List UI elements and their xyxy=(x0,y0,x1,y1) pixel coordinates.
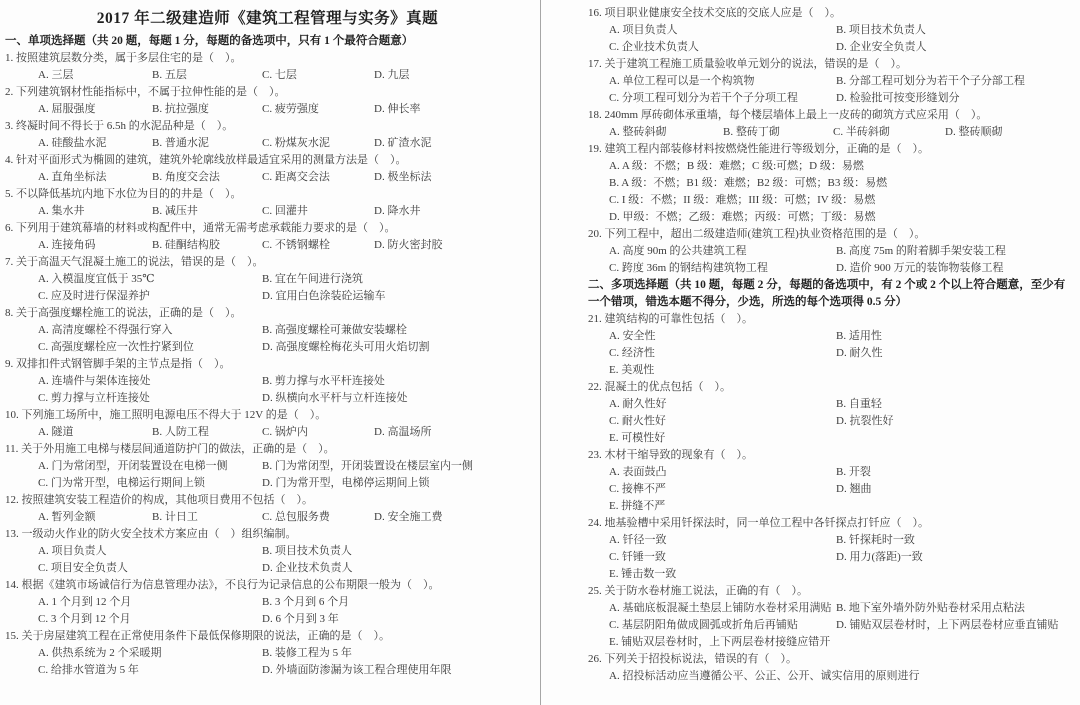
options xyxy=(588,243,1076,277)
option: D. 造价 900 万元的装饰物装修工程 xyxy=(836,262,1004,274)
options xyxy=(5,543,530,577)
option: C. 3 个月到 12 个月 xyxy=(38,613,131,625)
option: C. 剪力撑与立杆连接处 xyxy=(38,392,150,404)
option: A. 项目负责人 xyxy=(38,545,107,557)
option: A. 三层 xyxy=(38,69,74,81)
question xyxy=(588,447,1076,515)
question-stem: 15. 关于房屋建筑工程在正常使用条件下最低保修期限的说法，正确的是（ ）。 xyxy=(5,630,390,642)
question-stem: 26. 下列关于招投标说法，错误的有（ ）。 xyxy=(588,653,797,665)
option: B. 硅酮结构胶 xyxy=(152,239,220,251)
option: C. 接榫不严 xyxy=(609,483,666,495)
options xyxy=(588,158,1076,226)
option: A. 单位工程可以是一个构筑物 xyxy=(609,75,755,87)
option: C. I 级：不燃；II 级：难燃；III 级：可燃；IV 级：易燃 xyxy=(609,194,876,206)
option: C. 分项工程可划分为若干个子分项工程 xyxy=(609,92,798,104)
options xyxy=(5,458,530,492)
option: C. 七层 xyxy=(262,69,297,81)
option: B. 3 个月到 6 个月 xyxy=(262,596,350,608)
option: B. 开裂 xyxy=(836,466,871,478)
options xyxy=(5,203,530,220)
option: A. 隧道 xyxy=(38,426,74,438)
option: D. 降水井 xyxy=(374,205,421,217)
option: B. 门为常闭型，开闭装置设在楼层室内一侧 xyxy=(262,460,473,472)
option: A. 项目负责人 xyxy=(609,24,678,36)
option: C. 回灌井 xyxy=(262,205,308,217)
option: D. 耐久性 xyxy=(836,347,883,359)
option: B. 项目技术负责人 xyxy=(262,545,352,557)
question xyxy=(5,50,530,84)
options xyxy=(5,67,530,84)
option: D. 用力(落距)一致 xyxy=(836,551,923,563)
option: B. 装修工程为 5 年 xyxy=(262,647,352,659)
question-stem: 13. 一级动火作业的防火安全技术方案应由（ ）组织编制。 xyxy=(5,528,297,540)
option: C. 粉煤灰水泥 xyxy=(262,137,330,149)
option: C. 距离交会法 xyxy=(262,171,330,183)
option: B. 人防工程 xyxy=(152,426,209,438)
option: E. 拼缝不严 xyxy=(609,500,666,512)
option: D. 极坐标法 xyxy=(374,171,432,183)
option: B. 减压井 xyxy=(152,205,198,217)
option: C. 锅炉内 xyxy=(262,426,308,438)
options xyxy=(588,73,1076,107)
question xyxy=(588,583,1076,651)
option: D. 甲级：不燃；乙级：难燃；丙级：可燃；丁级：易燃 xyxy=(609,211,876,223)
option: E. 可模性好 xyxy=(609,432,666,444)
option: C. 钎锤一致 xyxy=(609,551,666,563)
option: A. 直角坐标法 xyxy=(38,171,107,183)
option: B. 分部工程可划分为若干个子分部工程 xyxy=(836,75,1025,87)
options xyxy=(5,322,530,356)
question xyxy=(5,220,530,254)
option: B. 高强度螺栓可兼做安装螺栓 xyxy=(262,324,407,336)
options xyxy=(588,532,1076,583)
option: C. 半砖斜砌 xyxy=(833,126,890,138)
options xyxy=(588,124,1076,141)
options xyxy=(5,373,530,407)
question xyxy=(588,141,1076,226)
options xyxy=(5,594,530,628)
question-stem: 18. 240mm 厚砖砌体承重墙，每个楼层墙体上最上一皮砖的砌筑方式应采用（ ）。 xyxy=(588,109,988,121)
question xyxy=(5,118,530,152)
option: A. 屈服强度 xyxy=(38,103,96,115)
option: A. 供热系统为 2 个采暖期 xyxy=(38,647,162,659)
option: B. 普通水泥 xyxy=(152,137,209,149)
option: D. 检验批可按变形缝划分 xyxy=(836,92,960,104)
right-column xyxy=(541,0,1080,705)
option: A. 表面鼓凸 xyxy=(609,466,667,478)
option: D. 企业安全负责人 xyxy=(836,41,927,53)
option: A. A 级：不燃；B 级：难燃；C 级:可燃；D 级：易燃 xyxy=(609,160,864,172)
option: B. 地下室外墙外防外贴卷材采用点粘法 xyxy=(836,602,1025,614)
option: B. A 级：不燃；B1 级：难燃；B2 级：可燃；B3 级：易燃 xyxy=(609,177,888,189)
option: D. 抗裂性好 xyxy=(836,415,894,427)
option: A. 招投标活动应当遵循公平、公正、公开、诚实信用的原则进行 xyxy=(609,670,920,682)
option: C. 耐火性好 xyxy=(609,415,666,427)
question xyxy=(5,152,530,186)
option: C. 应及时进行保湿养护 xyxy=(38,290,150,302)
page-title: 2017 年二级建造师《建筑工程管理与实务》真题 xyxy=(96,10,439,27)
option: A. 集水井 xyxy=(38,205,85,217)
option: B. 宜在午间进行浇筑 xyxy=(262,273,363,285)
option: B. 项目技术负责人 xyxy=(836,24,926,36)
option: B. 自重轻 xyxy=(836,398,882,410)
question-stem: 12. 按照建筑安装工程造价的构成，其他项目费用不包括（ ）。 xyxy=(5,494,313,506)
question xyxy=(5,254,530,305)
option: A. 安全性 xyxy=(609,330,656,342)
question xyxy=(5,356,530,407)
question-stem: 10. 下列施工场所中，施工照明电源电压不得大于 12V 的是（ ）。 xyxy=(5,409,327,421)
option: C. 基层阴阳角做成圆弧或折角后再铺贴 xyxy=(609,619,798,631)
option: B. 高度 75m 的附着脚手架安装工程 xyxy=(836,245,1006,257)
option: C. 总包服务费 xyxy=(262,511,330,523)
options xyxy=(588,668,1076,685)
question xyxy=(5,628,530,679)
option: D. 伸长率 xyxy=(374,103,421,115)
question-stem: 8. 关于高强度螺栓施工的说法，正确的是（ ）。 xyxy=(5,307,242,319)
option: C. 项目安全负责人 xyxy=(38,562,128,574)
question-stem: 16. 项目职业健康安全技术交底的交底人应是（ ）。 xyxy=(588,7,841,19)
option: D. 整砖顺砌 xyxy=(945,126,1003,138)
option: A. 基础底板混凝土垫层上铺防水卷材采用满贴 xyxy=(609,602,832,614)
option: D. 宜用白色涂装砼运输车 xyxy=(262,290,386,302)
question xyxy=(5,186,530,220)
option: C. 跨度 36m 的钢结构建筑物工程 xyxy=(609,262,768,274)
question xyxy=(588,56,1076,107)
question-stem: 17. 关于建筑工程施工质量验收单元划分的说法，错误的是（ ）。 xyxy=(588,58,907,70)
option: D. 高温场所 xyxy=(374,426,432,438)
option: D. 企业技术负责人 xyxy=(262,562,353,574)
option: A. 连墙件与架体连接处 xyxy=(38,375,151,387)
section-header: 一、单项选择题（共 20 题，每题 1 分，每题的备选项中，只有 1 个最符合题意） xyxy=(5,35,414,47)
option: C. 经济性 xyxy=(609,347,655,359)
option: E. 铺贴双层卷材时，上下两层卷材接缝应错开 xyxy=(609,636,831,648)
options xyxy=(5,424,530,441)
question xyxy=(5,305,530,356)
option: A. 钎径一致 xyxy=(609,534,667,546)
option: D. 矿渣水泥 xyxy=(374,137,432,149)
question-stem: 7. 关于高温天气混凝土施工的说法，错误的是（ ）。 xyxy=(5,256,264,268)
option: B. 整砖丁砌 xyxy=(723,126,780,138)
options xyxy=(588,22,1076,56)
option: D. 九层 xyxy=(374,69,410,81)
option: B. 五层 xyxy=(152,69,187,81)
option: A. 耐久性好 xyxy=(609,398,667,410)
question-stem: 20. 下列工程中，超出二级建造师(建筑工程)执业资格范围的是（ ）。 xyxy=(588,228,926,240)
option: B. 角度交会法 xyxy=(152,171,220,183)
question xyxy=(5,577,530,628)
options xyxy=(5,509,530,526)
option: A. 连接角码 xyxy=(38,239,96,251)
section-header: 二、多项选择题（共 10 题，每题 2 分，每题的备选项中，有 2 个或 2 个以上符合题意，至少有一个错项，错选本题不得分，少选，所选的每个选项得 0.5 分） xyxy=(588,279,1066,308)
option: B. 剪力撑与水平杆连接处 xyxy=(262,375,385,387)
question xyxy=(588,311,1076,379)
option: D. 门为常开型，电梯停运期间上锁 xyxy=(262,477,430,489)
option: A. 入模温度宜低于 35℃ xyxy=(38,273,155,285)
option: A. 高清度螺栓不得强行穿入 xyxy=(38,324,173,336)
question xyxy=(588,107,1076,141)
option: D. 铺贴双层卷材时，上下两层卷材应垂直铺贴 xyxy=(836,619,1059,631)
option: A. 暂列金额 xyxy=(38,511,96,523)
option: D. 外墙面防渗漏为该工程合理使用年限 xyxy=(262,664,452,676)
question-stem: 6. 下列用于建筑幕墙的材料或构配件中，通常无需考虑承载能力要求的是（ ）。 xyxy=(5,222,396,234)
question-stem: 25. 关于防水卷材施工说法，正确的有（ ）。 xyxy=(588,585,808,597)
question-stem: 24. 地基验槽中采用钎探法时，同一单位工程中各钎探点打钎应（ ）。 xyxy=(588,517,929,529)
options xyxy=(588,600,1076,651)
options xyxy=(5,237,530,254)
option: B. 计日工 xyxy=(152,511,198,523)
question xyxy=(5,492,530,526)
options xyxy=(5,271,530,305)
question xyxy=(5,407,530,441)
option: D. 纵横向水平杆与立杆连接处 xyxy=(262,392,408,404)
question-stem: 21. 建筑结构的可靠性包括（ ）。 xyxy=(588,313,753,325)
question xyxy=(588,5,1076,56)
question-stem: 23. 木材干缩导致的现象有（ ）。 xyxy=(588,449,753,461)
option: D. 高强度螺栓梅花头可用火焰切割 xyxy=(262,341,430,353)
options xyxy=(5,101,530,118)
option: A. 高度 90m 的公共建筑工程 xyxy=(609,245,747,257)
question-stem: 11. 关于外用施工电梯与楼层间通道防护门的做法，正确的是（ ）。 xyxy=(5,443,335,455)
question xyxy=(5,84,530,118)
option: D. 翘曲 xyxy=(836,483,872,495)
question-stem: 5. 不以降低基坑内地下水位为目的的井是（ ）。 xyxy=(5,188,242,200)
option: B. 适用性 xyxy=(836,330,882,342)
question xyxy=(588,651,1076,685)
option: C. 疲劳强度 xyxy=(262,103,319,115)
option: C. 给排水管道为 5 年 xyxy=(38,664,139,676)
option: C. 企业技术负责人 xyxy=(609,41,699,53)
question xyxy=(588,515,1076,583)
options xyxy=(588,328,1076,379)
question-stem: 3. 终凝时间不得长于 6.5h 的水泥品种是（ ）。 xyxy=(5,120,234,132)
option: E. 锤击数一致 xyxy=(609,568,677,580)
options xyxy=(5,169,530,186)
question-stem: 14. 根据《建筑市场诚信行为信息管理办法》，不良行为记录信息的公布期限一般为（ ）。 xyxy=(5,579,440,591)
question-stem: 2. 下列建筑钢材性能指标中，不属于拉伸性能的是（ ）。 xyxy=(5,86,286,98)
question xyxy=(588,226,1076,277)
question-stem: 9. 双排扣件式钢管脚手架的主节点是指（ ）。 xyxy=(5,358,231,370)
options xyxy=(588,464,1076,515)
option: A. 门为常闭型，开闭装置设在电梯一侧 xyxy=(38,460,228,472)
option: C. 高强度螺栓应一次性拧紧到位 xyxy=(38,341,194,353)
question-stem: 4. 针对平面形式为椭圆的建筑，建筑外轮廓线放样最适宜采用的测量方法是（ ）。 xyxy=(5,154,407,166)
question xyxy=(5,526,530,577)
option: C. 门为常开型，电梯运行期间上锁 xyxy=(38,477,205,489)
options xyxy=(5,645,530,679)
options xyxy=(588,396,1076,447)
option: D. 防火密封胶 xyxy=(374,239,443,251)
question xyxy=(588,379,1076,447)
option: A. 整砖斜砌 xyxy=(609,126,667,138)
option: A. 硅酸盐水泥 xyxy=(38,137,107,149)
option: B. 钎探耗时一致 xyxy=(836,534,915,546)
option: C. 不锈钢螺栓 xyxy=(262,239,330,251)
option: D. 6 个月到 3 年 xyxy=(262,613,339,625)
question xyxy=(5,441,530,492)
question-stem: 19. 建筑工程内部装修材料按燃烧性能进行等级划分，正确的是（ ）。 xyxy=(588,143,929,155)
options xyxy=(5,135,530,152)
option: E. 美观性 xyxy=(609,364,655,376)
option: B. 抗拉强度 xyxy=(152,103,209,115)
option: A. 1 个月到 12 个月 xyxy=(38,596,132,608)
option: D. 安全施工费 xyxy=(374,511,443,523)
question-stem: 22. 混凝土的优点包括（ ）。 xyxy=(588,381,731,393)
question-stem: 1. 按照建筑层数分类，属于多层住宅的是（ ）。 xyxy=(5,52,242,64)
